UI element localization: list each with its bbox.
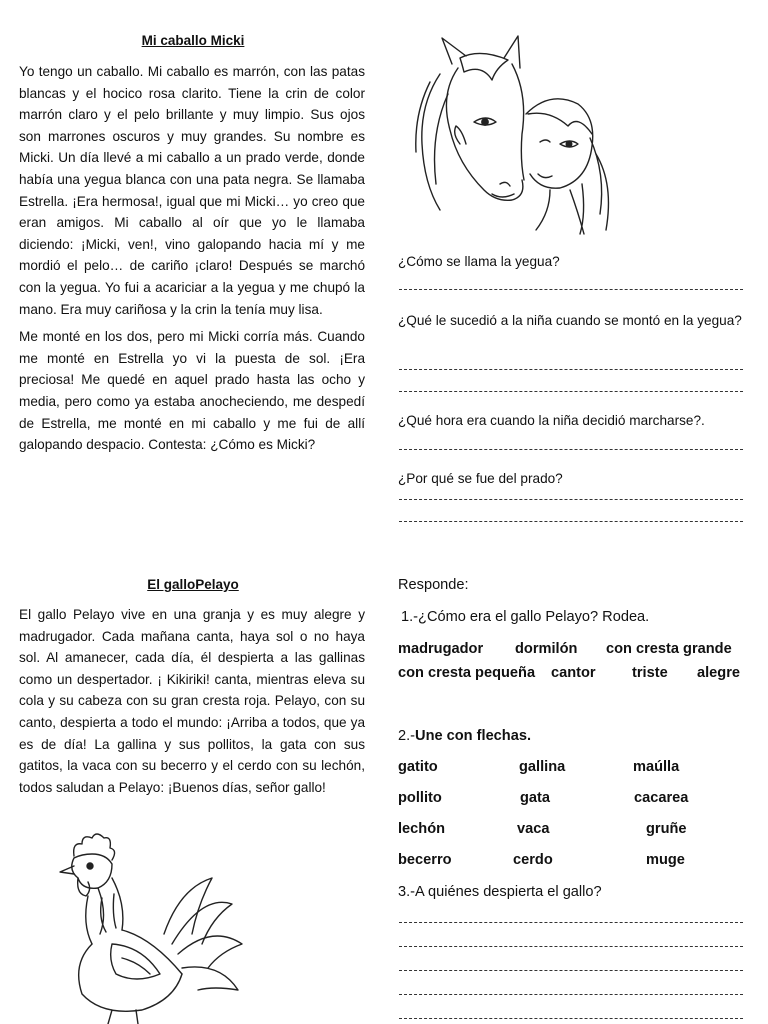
word-con-cresta-grande[interactable]: con cresta grande	[606, 641, 732, 657]
story1-question-1: ¿Cómo se llama la yegua?	[398, 254, 560, 269]
match-col1-row1[interactable]: gatito	[398, 759, 438, 775]
answer-line[interactable]	[399, 289, 743, 290]
match-col1-row2[interactable]: pollito	[398, 790, 442, 806]
answer-line[interactable]	[399, 994, 743, 995]
rooster-illustration	[52, 834, 242, 1024]
word-madrugador[interactable]: madrugador	[398, 641, 484, 657]
answer-line[interactable]	[399, 946, 743, 947]
answer-line[interactable]	[399, 521, 743, 522]
story1-question-3: ¿Qué hora era cuando la niña decidió marcharse?.	[398, 413, 705, 428]
match-col3-row3[interactable]: gruñe	[646, 821, 687, 837]
word-alegre[interactable]: alegre	[697, 665, 740, 681]
word-con-cresta-pequena[interactable]: con cresta pequeña	[398, 665, 536, 681]
story1-text	[19, 61, 365, 462]
answer-line[interactable]	[399, 499, 743, 500]
answer-line[interactable]	[399, 1018, 743, 1019]
answer-line[interactable]	[399, 369, 743, 370]
question-3	[398, 884, 602, 900]
story2-paragraph: El gallo Pelayo vive en una granja y es muy alegre y madrugador. Cada mañana canta, haya sol o no haya sol. Al amanecer, cada día, él despierta a las gallinas como un despertador. ¡ Kikiriki! canta, mientras eleva su cola y su cabeza con su gran cresta roja. Pelayo, con su canto, despierta a todo el mundo: ¡Arriba a todos, que ya es de día! La gallina y sus pollitos, la gata con sus gatitos, la vaca con su becerro y el cerdo con su lechón, todos saludan a Pelayo: ¡Buenos días, señor gallo!	[19, 607, 365, 795]
story1-question-2: ¿Qué le sucedió a la niña cuando se montó en la yegua?	[398, 313, 742, 328]
question-1: 1.-¿Cómo era el gallo Pelayo? Rodea.	[401, 609, 650, 625]
story1-paragraph-2: Me monté en los dos, pero mi Micki corría más. Cuando me monté en Estrella yo vi la puesta de sol. ¡Era preciosa! Me quedé en aquel prado hasta las ocho y media, pero como ya estaba anocheciendo, me despedí de Estrella, me monté en mi caballo y me fui de allí galopando despacio. Contesta: ¿Cómo es Micki?	[19, 329, 365, 453]
question-2-text: Une con flechas.	[415, 728, 532, 744]
story1-paragraph-1: Yo tengo un caballo. Mi caballo es marrón, con las patas blancas y el hocico rosa clarito. Tiene la crin de color marrón claro y el pelo brillante y muy limpio. Sus ojos son marrones oscuros y muy grandes. Su nombre es Micki. Un día llevé a mi caballo a un prado verde, donde había una yegua blanca con una pata negra. Se llamaba Estrella. ¡Era hermosa!, igual que mi Micki… yo creo que eran amigos. Mi caballo al oír que yo le llamaba diciendo: ¡Micki, ven!, vino galopando hacia mí y me mordió el pelo… de cariño ¡claro! Después se marchó con la yegua. Yo fui a acariciar a la yegua y me chupó la mano. Era muy cariñosa y la crin la tenía muy lisa.	[19, 64, 365, 317]
word-triste[interactable]: triste	[632, 665, 668, 681]
answer-line[interactable]	[399, 391, 743, 392]
question-3-text: A quiénes despierta el gallo?	[415, 884, 602, 900]
match-col1-row4[interactable]: becerro	[398, 852, 452, 868]
word-dormilon[interactable]: dormilón	[515, 641, 578, 657]
horse-girl-illustration	[400, 34, 620, 244]
match-col2-row1[interactable]: gallina	[519, 759, 566, 775]
match-col3-row2[interactable]: cacarea	[634, 790, 689, 806]
answer-line[interactable]	[399, 449, 743, 450]
match-col3-row1[interactable]: maúlla	[633, 759, 680, 775]
story2-text	[19, 604, 365, 798]
match-col2-row2[interactable]: gata	[520, 790, 551, 806]
word-cantor[interactable]: cantor	[551, 665, 596, 681]
question-2-number: 2.-	[398, 728, 416, 744]
story1-question-4: ¿Por qué se fue del prado?	[398, 471, 563, 486]
answer-line[interactable]	[399, 922, 743, 923]
question-2	[398, 728, 531, 744]
story1-title: Mi caballo Micki	[141, 33, 245, 48]
question-3-number: 3.-	[398, 884, 416, 900]
responde-heading: Responde:	[398, 577, 469, 593]
match-col2-row3[interactable]: vaca	[517, 821, 550, 837]
match-col2-row4[interactable]: cerdo	[513, 852, 553, 868]
match-col1-row3[interactable]: lechón	[398, 821, 446, 837]
match-col3-row4[interactable]: muge	[646, 852, 685, 868]
story2-title: El galloPelayo	[147, 577, 239, 592]
answer-line[interactable]	[399, 970, 743, 971]
